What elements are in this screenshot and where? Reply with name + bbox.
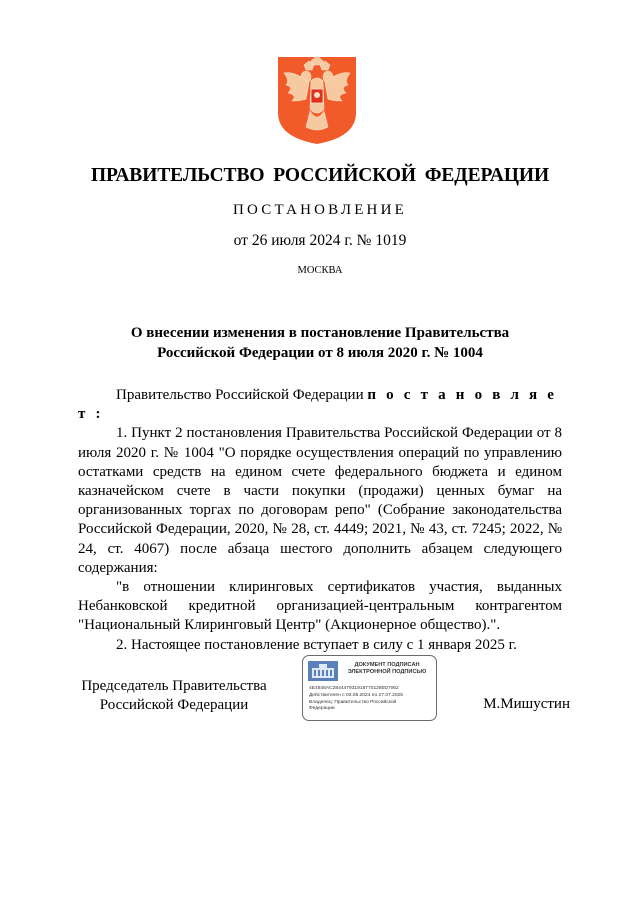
document-subject [0, 323, 640, 363]
document-body [78, 386, 562, 655]
preamble-decree-word: п о с т а н о в л я е т : [78, 387, 558, 423]
stamp-owner-line-2: Федерации [309, 706, 335, 711]
preamble [78, 386, 562, 424]
stamp-certificate: 4E4848AC2844479319187701280D7062 [309, 686, 399, 691]
subject-line-2: Российской Федерации от 8 июля 2020 г. № 1004 [157, 345, 483, 361]
russian-coat-of-arms-icon [276, 55, 358, 146]
subject-line-1: О внесении изменения в постановление Правительства [130, 325, 510, 341]
issue-city: МОСКВА [297, 265, 343, 276]
stamp-heading [339, 662, 435, 676]
signer-position [68, 677, 280, 715]
stamp-validity: Действителен с 03.05.2024 по 27.07.2025 [309, 693, 403, 698]
quoted-paragraph: "в отношении клиринговых сертификатов участия, выданных Небанковской кредитной организацией-центральным контрагентом "Национальный Клиринговый Центр" (Акционерное общество).". [78, 579, 562, 634]
item-1-paragraph: 1. Пункт 2 постановления Правительства Российской Федерации от 8 июля 2020 г. № 1004 "О порядке осуществления операций по управлению остатками средств на едином счете федерального бюджета и едином казначейском счете в части покупки (продажи) ценных бумаг на организованных торгах по договорам репо" (Собрание законодательства Российской Федерации, 2020, № 28, ст. 4449; 2021, № 43, ст. 7245; 2022, № 24, ст. 4067) после абзаца шестого дополнить абзацем следующего содержания: [78, 425, 562, 576]
item-2-paragraph: 2. Настоящее постановление вступает в силу с 1 января 2025 г. [116, 636, 517, 653]
stamp-heading-line-1: ДОКУМЕНТ ПОДПИСАН [354, 662, 420, 668]
document-date-number: от 26 июля 2024 г. № 1019 [233, 232, 407, 249]
document-type: ПОСТАНОВЛЕНИЕ [233, 202, 407, 218]
preamble-text: Правительство Российской Федерации [116, 387, 368, 403]
stamp-heading-line-2: ЭЛЕКТРОННОЙ ПОДПИСЬЮ [347, 669, 427, 675]
stamp-owner-line-1: Владелец: Правительство Российской [309, 700, 397, 705]
signer-position-line-2: Российской Федерации [99, 697, 249, 713]
signer-position-line-1: Председатель Правительства [81, 678, 267, 694]
signer-name: М.Мишустин [483, 696, 570, 712]
electronic-signature-stamp [302, 655, 437, 721]
issuer-title: ПРАВИТЕЛЬСТВО РОССИЙСКОЙ ФЕДЕРАЦИИ [90, 165, 550, 186]
government-building-icon [308, 661, 338, 681]
